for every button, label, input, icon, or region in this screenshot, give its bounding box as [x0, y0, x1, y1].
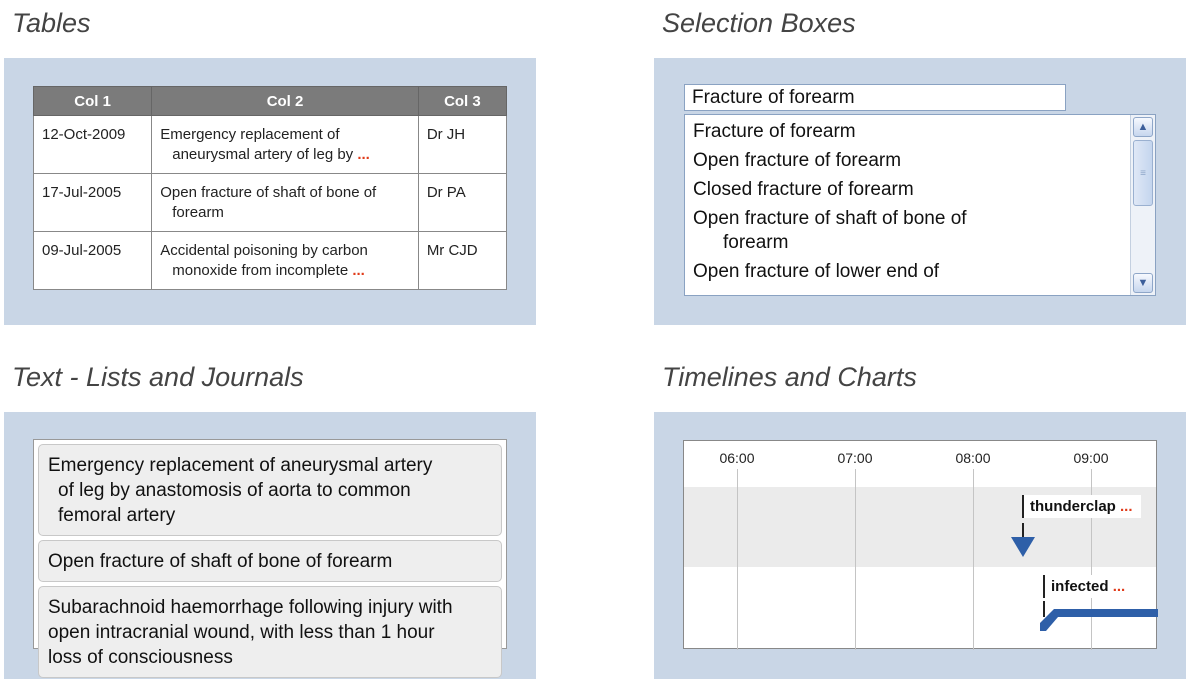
- option-line-indented: forearm: [723, 232, 789, 253]
- desc-line: Accidental poisoning by carbon: [160, 242, 368, 259]
- time-label: 07:00: [837, 450, 873, 466]
- options-listbox[interactable]: [684, 114, 1156, 296]
- list-item[interactable]: [38, 444, 502, 536]
- item-line: Subarachnoid haemorrhage following injury with: [48, 597, 453, 618]
- section-title-selection-boxes: Selection Boxes: [662, 8, 856, 38]
- time-label: 06:00: [719, 450, 755, 466]
- table-cell-clinician: Dr JH: [418, 116, 506, 174]
- more-ellipsis[interactable]: ...: [357, 146, 370, 163]
- table-cell-description: [152, 116, 419, 174]
- table-cell-date: 09-Jul-2005: [34, 232, 152, 290]
- column-header[interactable]: Col 1: [34, 87, 152, 116]
- item-line: loss of consciousness: [48, 647, 233, 668]
- scroll-down-button[interactable]: [1133, 273, 1153, 293]
- text-list-panel: [4, 412, 536, 679]
- table-cell-description: [152, 174, 419, 232]
- tables-panel: [4, 58, 536, 325]
- time-gridline: [737, 469, 738, 650]
- time-label: 09:00: [1073, 450, 1109, 466]
- data-table: [33, 86, 507, 290]
- more-ellipsis[interactable]: ...: [1120, 498, 1133, 515]
- item-line-indented: of leg by anastomosis of aorta to common: [58, 480, 411, 501]
- list-option[interactable]: Closed fracture of forearm: [693, 179, 914, 200]
- section-title-timelines: Timelines and Charts: [662, 362, 917, 392]
- table-cell-date: 12-Oct-2009: [34, 116, 152, 174]
- table-row[interactable]: [34, 116, 507, 174]
- list-item[interactable]: [38, 586, 502, 678]
- list-item[interactable]: [38, 540, 502, 582]
- selection-input[interactable]: Fracture of forearm: [684, 84, 1066, 111]
- event-name: infected: [1051, 578, 1109, 595]
- desc-line-text: forearm: [172, 204, 224, 221]
- item-line-indented: femoral artery: [58, 505, 176, 526]
- desc-line-indented: [160, 261, 410, 281]
- desc-line: Emergency replacement of: [160, 126, 340, 143]
- table-row[interactable]: [34, 174, 507, 232]
- option-line: Open fracture of shaft of bone of: [693, 208, 967, 229]
- selection-panel: [654, 58, 1186, 325]
- desc-line-text: monoxide from incomplete: [172, 262, 349, 279]
- column-header[interactable]: Col 2: [152, 87, 419, 116]
- more-ellipsis[interactable]: ...: [352, 262, 365, 279]
- column-header[interactable]: Col 3: [418, 87, 506, 116]
- timeline-event-label[interactable]: [1022, 495, 1141, 518]
- listbox-scrollbar[interactable]: [1130, 115, 1155, 295]
- table-cell-clinician: Dr PA: [418, 174, 506, 232]
- section-title-text-lists: Text - Lists and Journals: [12, 362, 304, 392]
- table-cell-description: [152, 232, 419, 290]
- timeline-event-label[interactable]: [1043, 575, 1133, 598]
- grip-icon: ≡: [1140, 167, 1146, 179]
- down-arrow-marker-icon[interactable]: [1011, 537, 1035, 559]
- table-cell-clinician: Mr CJD: [418, 232, 506, 290]
- table-header-row: [34, 87, 507, 116]
- item-line: Emergency replacement of aneurysmal artery: [48, 455, 433, 476]
- time-label: 08:00: [955, 450, 991, 466]
- time-gridline: [855, 469, 856, 650]
- journal-list[interactable]: [33, 439, 507, 668]
- section-title-tables: Tables: [12, 8, 91, 38]
- item-line: open intracranial wound, with less than 1 hour: [48, 622, 435, 643]
- list-option[interactable]: [685, 207, 1155, 255]
- desc-line-indented: [160, 203, 410, 223]
- desc-line-text: aneurysmal artery of leg by: [172, 146, 354, 163]
- item-line: Open fracture of shaft of bone of forearm: [48, 551, 393, 572]
- scroll-thumb[interactable]: [1133, 140, 1153, 206]
- chevron-down-icon: ▼: [1137, 277, 1149, 289]
- list-option[interactable]: Fracture of forearm: [693, 121, 856, 142]
- list-option[interactable]: Open fracture of lower end of: [693, 261, 940, 282]
- duration-bar-marker[interactable]: [1040, 603, 1158, 635]
- chevron-up-icon: ▲: [1137, 121, 1149, 133]
- desc-line-indented: [160, 145, 410, 165]
- timeline-chart[interactable]: [683, 440, 1157, 649]
- more-ellipsis[interactable]: ...: [1112, 578, 1126, 595]
- scroll-up-button[interactable]: [1133, 117, 1153, 137]
- timeline-panel: [654, 412, 1186, 679]
- table-row[interactable]: [34, 232, 507, 290]
- desc-line: Open fracture of shaft of bone of: [160, 184, 377, 201]
- event-name: thunderclap: [1030, 498, 1116, 515]
- time-gridline: [973, 469, 974, 650]
- table-cell-date: 17-Jul-2005: [34, 174, 152, 232]
- list-option[interactable]: Open fracture of forearm: [693, 150, 902, 171]
